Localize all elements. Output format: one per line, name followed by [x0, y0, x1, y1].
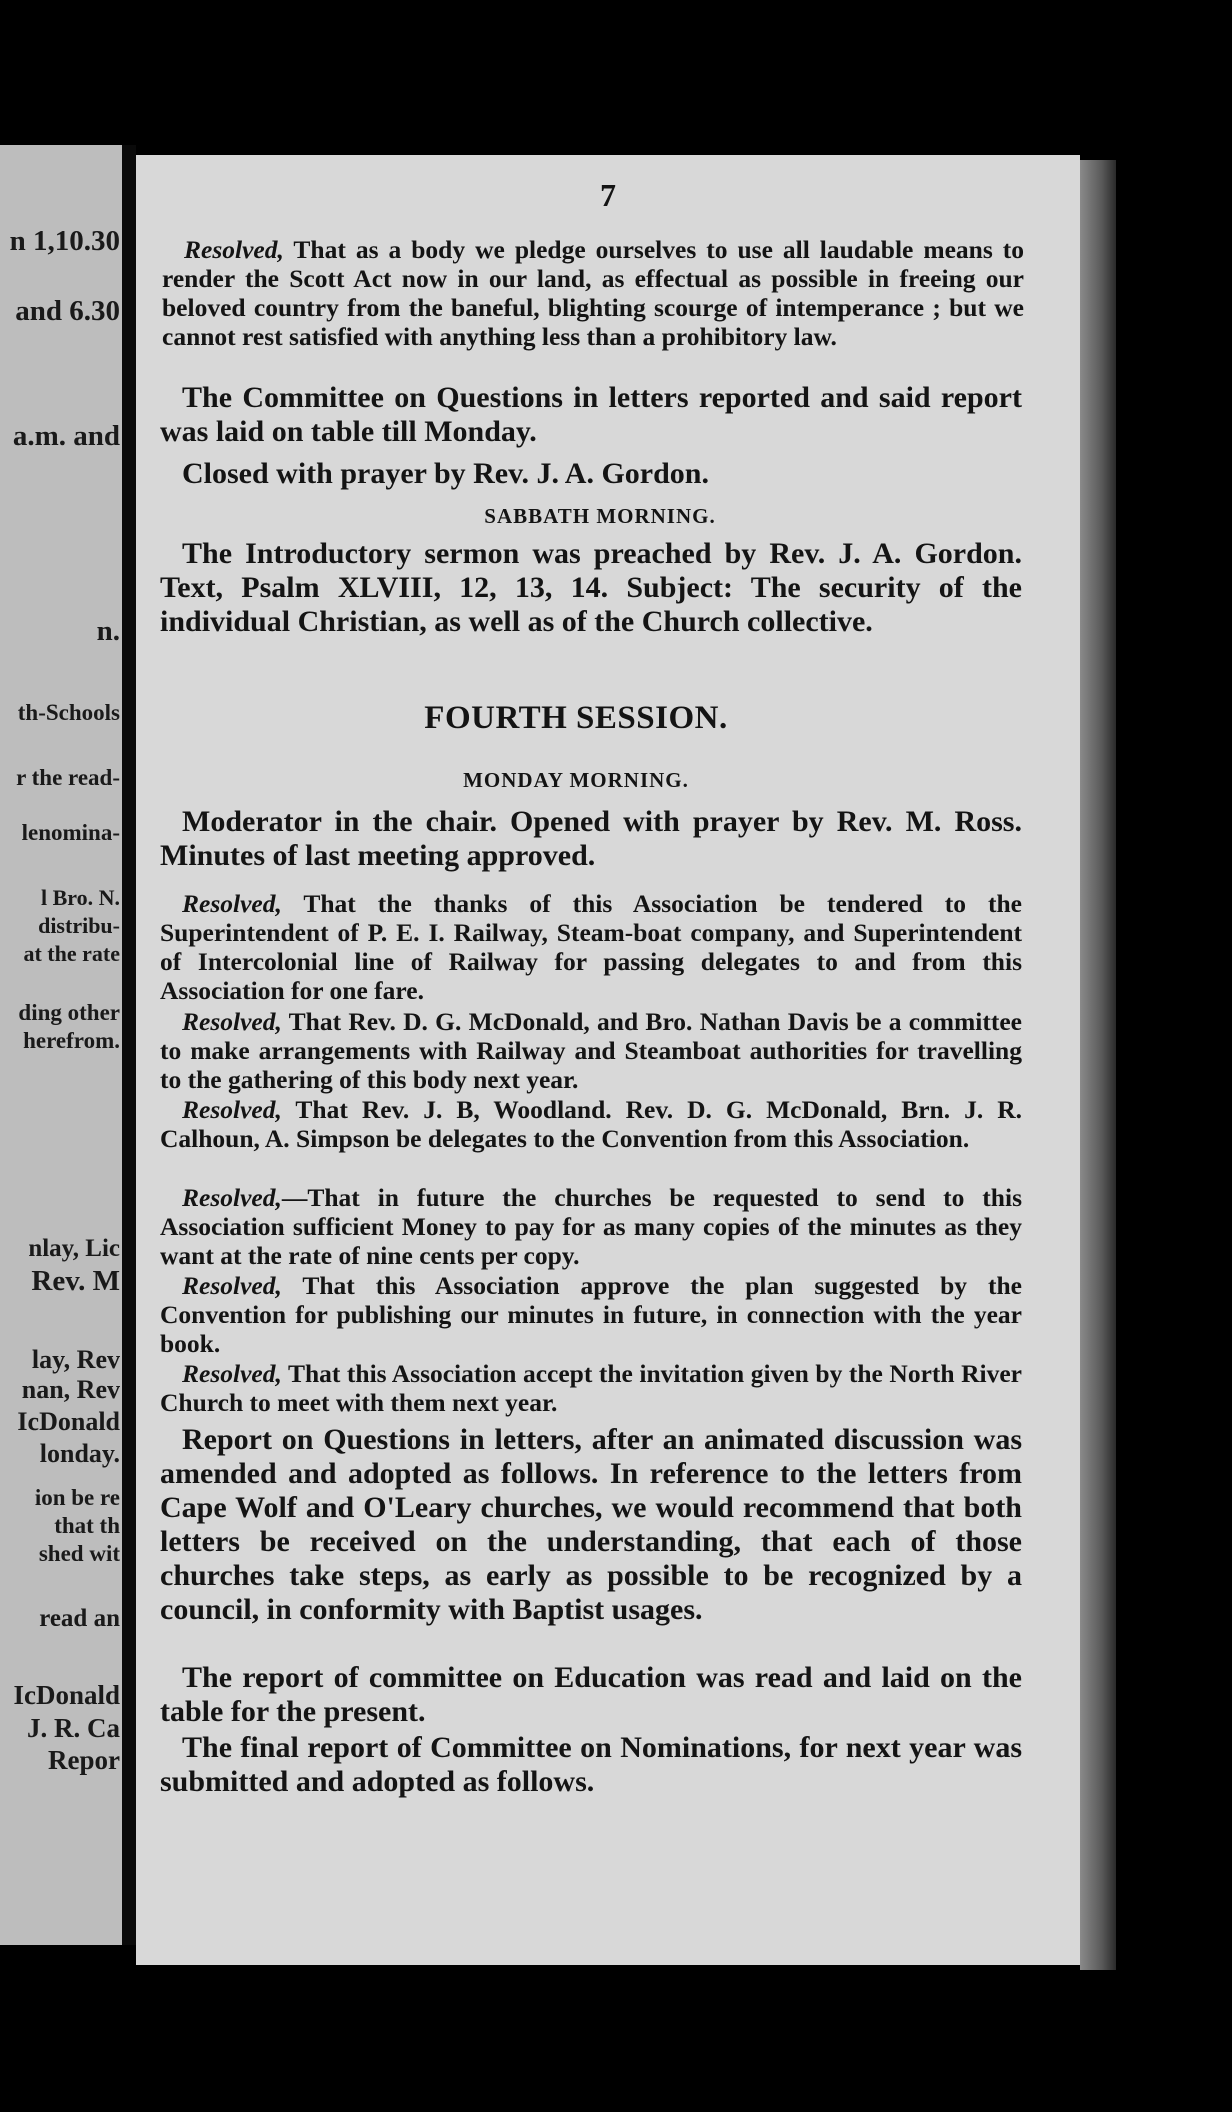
heading-sabbath-morning: SABBATH MORNING.: [484, 504, 716, 528]
prev-line: nan, Rev: [21, 1375, 120, 1404]
paragraph-text: Report on Questions in letters, after an animated discussion was amended and adopted as follows. In reference to the letters from Cape Wolf and O'Leary churches, we would recommend that both letters be received on the understanding, that each of those churches take steps, as early as possible to be recognized by a council, in conformity with Baptist usages.: [160, 1423, 1022, 1626]
page-number: 7: [600, 177, 616, 213]
prev-line: a.m. and: [12, 420, 120, 452]
resolved-label: Resolved,: [184, 235, 284, 264]
paragraph-closed-prayer: [160, 457, 1022, 491]
prev-line: herefrom.: [23, 1028, 120, 1053]
paragraph-education-report: [160, 1661, 1022, 1729]
paragraph-text: Closed with prayer by Rev. J. A. Gordon.: [182, 457, 709, 490]
paragraph-scott-act: [162, 235, 1024, 351]
paragraph-text: That Rev. D. G. McDonald, and Bro. Nathan Davis be a committee to make arrangements with Railway and Steamboat authorities for travelling to the gathering of this body next year.: [160, 1007, 1022, 1094]
binding-gutter: [122, 145, 136, 1945]
paragraph-moderator: [160, 805, 1022, 873]
paragraph-nominations: [160, 1731, 1022, 1799]
resolved-label: Resolved,: [182, 1271, 282, 1300]
prev-line: J. R. Ca: [27, 1713, 120, 1743]
prev-line: lay, Rev: [31, 1345, 120, 1374]
prev-line: r the read-: [16, 765, 120, 790]
paragraph-travel-committee: [160, 1007, 1022, 1094]
paragraph-minutes-copies: [160, 1183, 1022, 1270]
paragraph-text: The report of committee on Education was read and laid on the table for the present.: [160, 1661, 1022, 1728]
prev-line: Repor: [48, 1745, 120, 1775]
paragraph-text: That the thanks of this Association be tendered to the Superintendent of P. E. I. Railway, Steam-boat company, and Superintendent of Intercolonial line of Railway for passing delegates to and from this Association for one fare.: [160, 889, 1022, 1005]
paragraph-report-questions: [160, 1423, 1022, 1627]
paragraph-text: —That in future the churches be requested to send to this Association sufficient Money to pay for as many copies of the minutes as they want at the rate of nine cents per copy.: [160, 1183, 1022, 1270]
previous-page-edge: [0, 145, 122, 1945]
paragraph-north-river: [160, 1359, 1022, 1417]
prev-line: distribu-: [38, 913, 120, 938]
paragraph-text: That as a body we pledge ourselves to use all laudable means to render the Scott Act now in our land, as effectual as possible in freeing our beloved country from the baneful, blighting scourge of intemperance ; but we cannot rest satisfied with anything less than a prohibitory law.: [162, 235, 1024, 351]
heading-monday-morning: MONDAY MORNING.: [463, 768, 689, 792]
resolved-label: Resolved,: [182, 1095, 282, 1124]
resolved-label: Resolved,: [182, 889, 282, 918]
prev-line: IcDonald: [13, 1680, 120, 1710]
paragraph-text: That this Association accept the invitation given by the North River Church to meet with them next year.: [160, 1359, 1022, 1417]
prev-line: IcDonald: [17, 1407, 120, 1436]
prev-line: ion be re: [34, 1485, 120, 1510]
prev-line: at the rate: [23, 941, 120, 966]
prev-line: Rev. M: [31, 1265, 120, 1297]
heading-fourth-session: FOURTH SESSION.: [424, 700, 728, 736]
paragraph-railway-thanks: [160, 889, 1022, 1005]
paragraph-committee-questions: [160, 381, 1022, 449]
paragraph-text: That Rev. J. B, Woodland. Rev. D. G. McDonald, Brn. J. R. Calhoun, A. Simpson be delegates to the Convention from this Association.: [160, 1095, 1022, 1153]
paragraph-introductory-sermon: [160, 537, 1022, 639]
paragraph-text: The Introductory sermon was preached by Rev. J. A. Gordon. Text, Psalm XLVIII, 12, 13, 14. Subject: The security of the individual Christian, as well as of the Church collective.: [160, 537, 1022, 638]
paragraph-convention-plan: [160, 1271, 1022, 1358]
page-edge: [1080, 160, 1116, 1970]
prev-line: londay.: [39, 1439, 120, 1468]
prev-line: that th: [54, 1513, 120, 1538]
prev-line: l Bro. N.: [40, 885, 120, 910]
paragraph-text: The Committee on Questions in letters reported and said report was laid on table till Monday.: [160, 381, 1022, 448]
prev-line: ding other: [18, 1000, 120, 1025]
paragraph-text: The final report of Committee on Nominations, for next year was submitted and adopted as follows.: [160, 1731, 1022, 1798]
paragraph-delegates: [160, 1095, 1022, 1153]
prev-line: th-Schools: [17, 700, 120, 725]
resolved-label: Resolved,: [182, 1007, 282, 1036]
prev-line: read an: [39, 1605, 120, 1632]
paragraph-text: Moderator in the chair. Opened with prayer by Rev. M. Ross. Minutes of last meeting approved.: [160, 805, 1022, 872]
prev-line: and 6.30: [15, 295, 120, 327]
book-page: [136, 155, 1080, 1965]
prev-line: lenomina-: [21, 820, 120, 845]
prev-line: shed wit: [38, 1541, 120, 1566]
resolved-label: Resolved,: [182, 1183, 282, 1212]
prev-line: n 1,10.30: [9, 225, 120, 257]
prev-line: n.: [96, 615, 120, 647]
prev-line: nlay, Lic: [28, 1235, 120, 1262]
paragraph-text: That this Association approve the plan suggested by the Convention for publishing our minutes in future, in connection with the year book.: [160, 1271, 1022, 1358]
resolved-label: Resolved,: [182, 1359, 282, 1388]
